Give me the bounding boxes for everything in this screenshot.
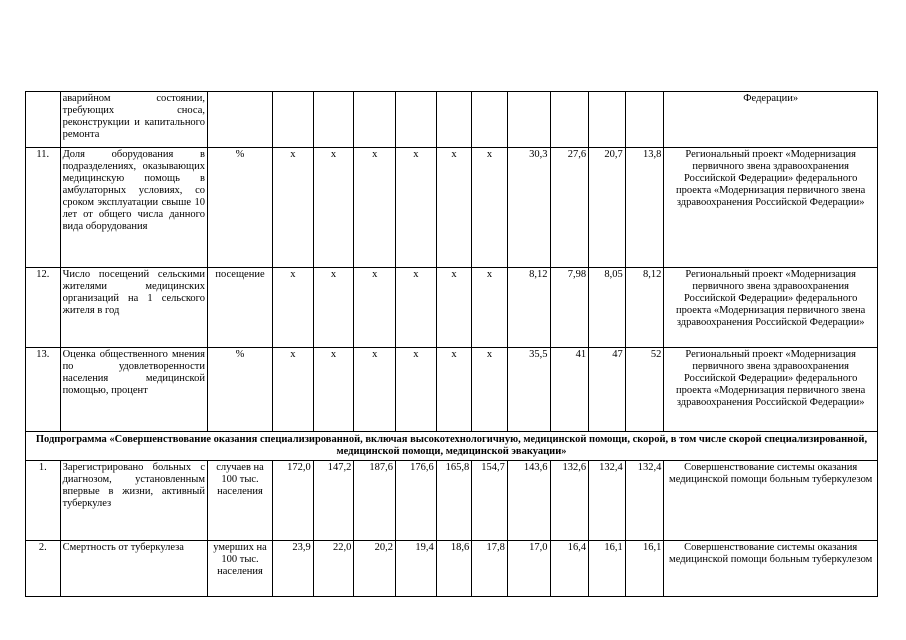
row-number [26,92,61,148]
value-cell: х [436,268,472,348]
value-cell: 132,4 [625,461,664,541]
value-cell: 8,12 [507,268,550,348]
value-cell: 8,12 [625,268,664,348]
value-cell: х [436,148,472,268]
value-cell [550,92,589,148]
value-cell: х [273,348,314,432]
value-cell: 16,4 [550,541,589,597]
indicator-name: Доля оборудования в подразделениях, оказывающих медицинскую помощь в амбулаторных условиях, со сроком эксплуатации свыше 10 лет от общего числа данного вида оборудования [60,148,207,268]
value-cell [313,92,354,148]
source-cell: Региональный проект «Модернизация первичного звена здравоохранения Российской Федерации» федерального проекта «Модернизация первичного звена здравоохранения Российской Федерации» [664,348,878,432]
value-cell: х [396,148,437,268]
unit-cell: посещение [207,268,272,348]
value-cell: 13,8 [625,148,664,268]
value-cell: 41 [550,348,589,432]
subprogram-title: Подпрограмма «Совершенствование оказания специализированной, включая высокотехнологичную, медицинской помощи, скорой, в том числе скорой специализированной, медицинской помощи, медицинской эвакуации» [26,432,878,461]
value-cell: 7,98 [550,268,589,348]
value-cell: х [313,348,354,432]
value-cell: 172,0 [273,461,314,541]
value-cell: 147,2 [313,461,354,541]
value-cell: х [436,348,472,432]
value-cell [436,92,472,148]
row-number: 11. [26,148,61,268]
row-number: 2. [26,541,61,597]
value-cell: х [354,148,396,268]
source-cell: Совершенствование системы оказания медицинской помощи больным туберкулезом [664,541,878,597]
unit-cell [207,92,272,148]
value-cell: 27,6 [550,148,589,268]
unit-cell: % [207,348,272,432]
row-number: 13. [26,348,61,432]
value-cell: х [273,268,314,348]
source-cell: Региональный проект «Модернизация первичного звена здравоохранения Российской Федерации» федерального проекта «Модернизация первичного звена здравоохранения Российской Федерации» [664,268,878,348]
table-row [26,461,878,541]
value-cell: 47 [589,348,626,432]
subprogram-row [26,432,878,461]
unit-cell: случаев на 100 тыс. населения [207,461,272,541]
value-cell: 16,1 [625,541,664,597]
value-cell: 16,1 [589,541,626,597]
value-cell: 52 [625,348,664,432]
source-cell: Совершенствование системы оказания медицинской помощи больным туберкулезом [664,461,878,541]
value-cell: х [313,268,354,348]
indicator-name: Число посещений сельскими жителями медицинских организаций на 1 сельского жителя в год [60,268,207,348]
value-cell [273,92,314,148]
table-row [26,348,878,432]
value-cell: 23,9 [273,541,314,597]
value-cell: х [472,268,508,348]
indicators-table [25,91,878,597]
table-row [26,541,878,597]
value-cell: 176,6 [396,461,437,541]
table-row [26,92,878,148]
value-cell [625,92,664,148]
value-cell [507,92,550,148]
value-cell [354,92,396,148]
value-cell: х [273,148,314,268]
value-cell: 20,2 [354,541,396,597]
value-cell: 8,05 [589,268,626,348]
value-cell: 22,0 [313,541,354,597]
value-cell [589,92,626,148]
source-cell: Региональный проект «Модернизация первичного звена здравоохранения Российской Федерации» федерального проекта «Модернизация первичного звена здравоохранения Российской Федерации» [664,148,878,268]
value-cell: 35,5 [507,348,550,432]
value-cell: 19,4 [396,541,437,597]
value-cell: 17,8 [472,541,508,597]
table-row [26,148,878,268]
value-cell: 187,6 [354,461,396,541]
value-cell: 165,8 [436,461,472,541]
value-cell: х [472,348,508,432]
value-cell [396,92,437,148]
value-cell: х [396,348,437,432]
value-cell [472,92,508,148]
indicator-name: Зарегистрировано больных с диагнозом, установленным впервые в жизни, активный туберкулез [60,461,207,541]
table-row [26,268,878,348]
value-cell: х [354,348,396,432]
value-cell: 30,3 [507,148,550,268]
indicator-name: Смертность от туберкулеза [60,541,207,597]
row-number: 1. [26,461,61,541]
source-cell: Федерации» [664,92,878,148]
value-cell: 143,6 [507,461,550,541]
value-cell: 132,6 [550,461,589,541]
value-cell: х [396,268,437,348]
value-cell: 132,4 [589,461,626,541]
value-cell: х [472,148,508,268]
indicator-name: аварийном состоянии, требующих сноса, реконструкции и капитального ремонта [60,92,207,148]
value-cell: 154,7 [472,461,508,541]
unit-cell: умерших на 100 тыс. населения [207,541,272,597]
value-cell: х [354,268,396,348]
value-cell: 18,6 [436,541,472,597]
indicator-name: Оценка общественного мнения по удовлетворенности населения медицинской помощью, процент [60,348,207,432]
row-number: 12. [26,268,61,348]
value-cell: 20,7 [589,148,626,268]
unit-cell: % [207,148,272,268]
value-cell: х [313,148,354,268]
value-cell: 17,0 [507,541,550,597]
